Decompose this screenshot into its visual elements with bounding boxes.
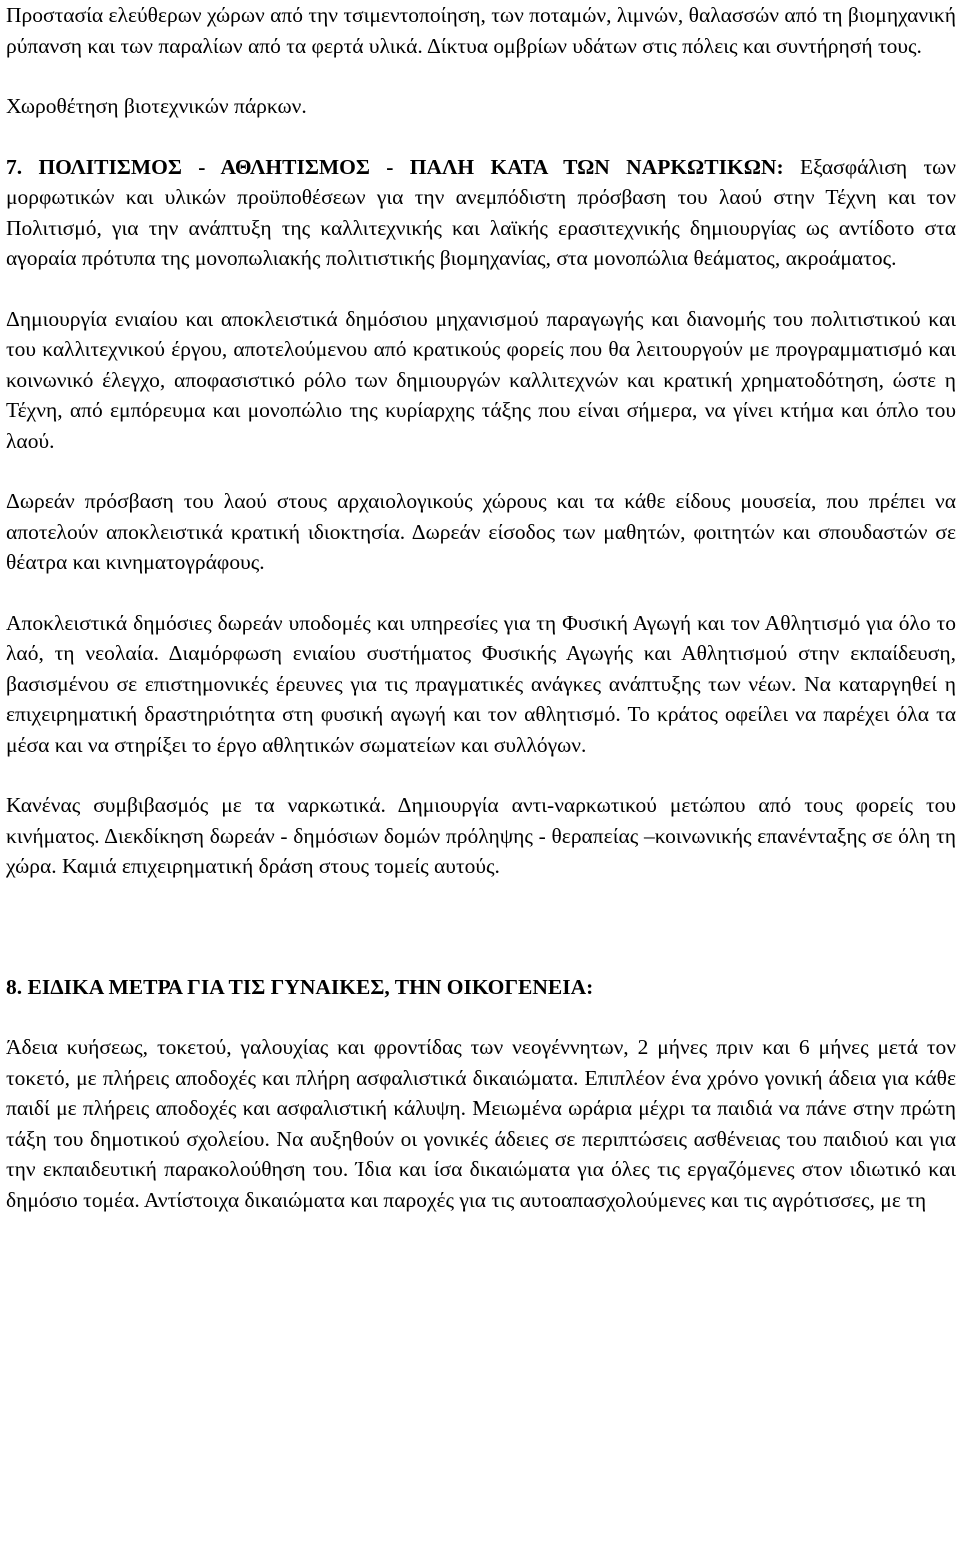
paragraph-free-access: Δωρεάν πρόσβαση του λαού στους αρχαιολογικούς χώρους και τα κάθε είδους μουσεία, που πρέπει να αποτελούν αποκλειστικά κρατική ιδιοκτησία. Δωρεάν είσοδος των μαθητών, φοιτητών και σπουδαστών σε θέατρα και κινηματογράφους. — [6, 489, 956, 574]
section-7-number: 7. — [6, 154, 23, 179]
section-7-title: ΠΟΛΙΤΙΣΜΟΣ - ΑΘΛΗΤΙΣΜΟΣ - ΠΑΛΗ ΚΑΤΑ ΤΩΝ ΝΑΡΚΩΤΙΚΩΝ: — [38, 154, 784, 179]
spacer — [6, 122, 956, 152]
document-page — [6, 0, 956, 1215]
spacer — [6, 942, 956, 972]
paragraph-maternity-leave: Άδεια κυήσεως, τοκετού, γαλουχίας και φροντίδας των νεογέννητων, 2 μήνες πριν και 6 μήνες μετά τον τοκετό, με πλήρεις αποδοχές και πλήρη ασφαλιστικά δικαιώματα. Επιπλέον ένα χρόνο γονική άδεια για κάθε παιδί με πλήρεις αποδοχές και ασφαλιστική κάλυψη. Μειωμένα ωράρια μέχρι τα παιδιά να πάνε στην πρώτη τάξη του δημοτικού σχολείου. Να αυξηθούν οι γονικές άδειες σε περιπτώσεις ασθένειας του παιδιού και για την εκπαιδευτική παρακολούθηση του. Ίδια και ίσα δικαιώματα για όλες τις εργαζόμενες στον ιδιωτικό και δημόσιο τομέα. Αντίστοιχα δικαιώματα και παροχές για τις αυτοαπασχολούμενες και τις αγρότισσες, με τη — [6, 1035, 956, 1212]
paragraph-anti-drugs: Κανένας συμβιβασμός με τα ναρκωτικά. Δημιουργία αντι-ναρκωτικού μετώπου από τους φορείς του κινήματος. Διεκδίκηση δωρεάν - δημόσιων δομών πρόληψης - θεραπείας –κοινωνικής επανένταξης σε όλη τη χώρα. Καμιά επιχειρηματική δράση στους τομείς αυτούς. — [6, 793, 956, 878]
paragraph-sports: Αποκλειστικά δημόσιες δωρεάν υποδομές και υπηρεσίες για τη Φυσική Αγωγή και τον Αθλητισμό για όλο το λαό, τη νεολαία. Διαμόρφωση ενιαίου συστήματος Φυσικής Αγωγής και Αθλητισμού στην εκπαίδευση, βασισμένου σε επιστημονικές έρευνες για τις πραγματικές ανάγκες ανάπτυξης των νέων. Να καταργηθεί η επιχειρηματική δραστηριότητα στη φυσική αγωγή και τον αθλητισμό. Το κράτος οφείλει να παρέχει όλα τα μέσα και να στηρίξει το έργο αθλητικών σωματείων και συλλόγων. — [6, 610, 956, 757]
spacer — [6, 760, 956, 790]
section-8-heading: 8. ΕΙΔΙΚΑ ΜΕΤΡΑ ΓΙΑ ΤΙΣ ΓΥΝΑΙΚΕΣ, ΤΗΝ ΟΙΚΟΓΕΝΕΙΑ: — [6, 974, 594, 999]
spacer — [6, 1002, 956, 1032]
paragraph-craft-parks: Χωροθέτηση βιοτεχνικών πάρκων. — [6, 94, 307, 118]
spacer — [6, 456, 956, 486]
spacer — [6, 274, 956, 304]
paragraph-cultural-mechanism: Δημιουργία ενιαίου και αποκλειστικά δημόσιου μηχανισμού παραγωγής και διανομής του πολιτιστικού και του καλλιτεχνικού έργου, αποτελούμενου από κρατικούς φορείς που θα λειτουργούν με προγραμματισμό και κοινωνικό έλεγχο, αποφασιστικό ρόλο των δημιουργών καλλιτεχνών και κρατική χρηματοδότηση, ώστε η Τέχνη, από εμπόρευμα και μονοπώλιο της κυρίαρχης τάξης που είναι σήμερα, να γίνει κτήμα και όπλο του λαού. — [6, 306, 956, 453]
spacer — [6, 882, 956, 942]
section-7 — [6, 152, 956, 274]
spacer — [6, 61, 956, 91]
paragraph-environment-protection: Προστασία ελεύθερων χώρων από την τσιμεντοποίηση, των ποταμών, λιμνών, θαλασσών από τη βιομηχανική ρύπανση και των παραλίων από τα φερτά υλικά. Δίκτυα ομβρίων υδάτων στις πόλεις και συντήρησή τους. — [6, 3, 956, 58]
section-7-intro: Εξασφάλιση των μορφωτικών και υλικών προϋποθέσεων για την ανεμπόδιστη πρόσβαση του λαού στην Τέχνη και τον Πολιτισμό, για την ανάπτυξη της καλλιτεχνικής και λαϊκής ερασιτεχνικής δημιουργίας ως αντίδοτο στα αγοραία πρότυπα της μονοπωλιακής πολιτιστικής βιομηχανίας, στα μονοπώλια θεάματος, ακροάματος. — [6, 154, 956, 270]
spacer — [6, 578, 956, 608]
